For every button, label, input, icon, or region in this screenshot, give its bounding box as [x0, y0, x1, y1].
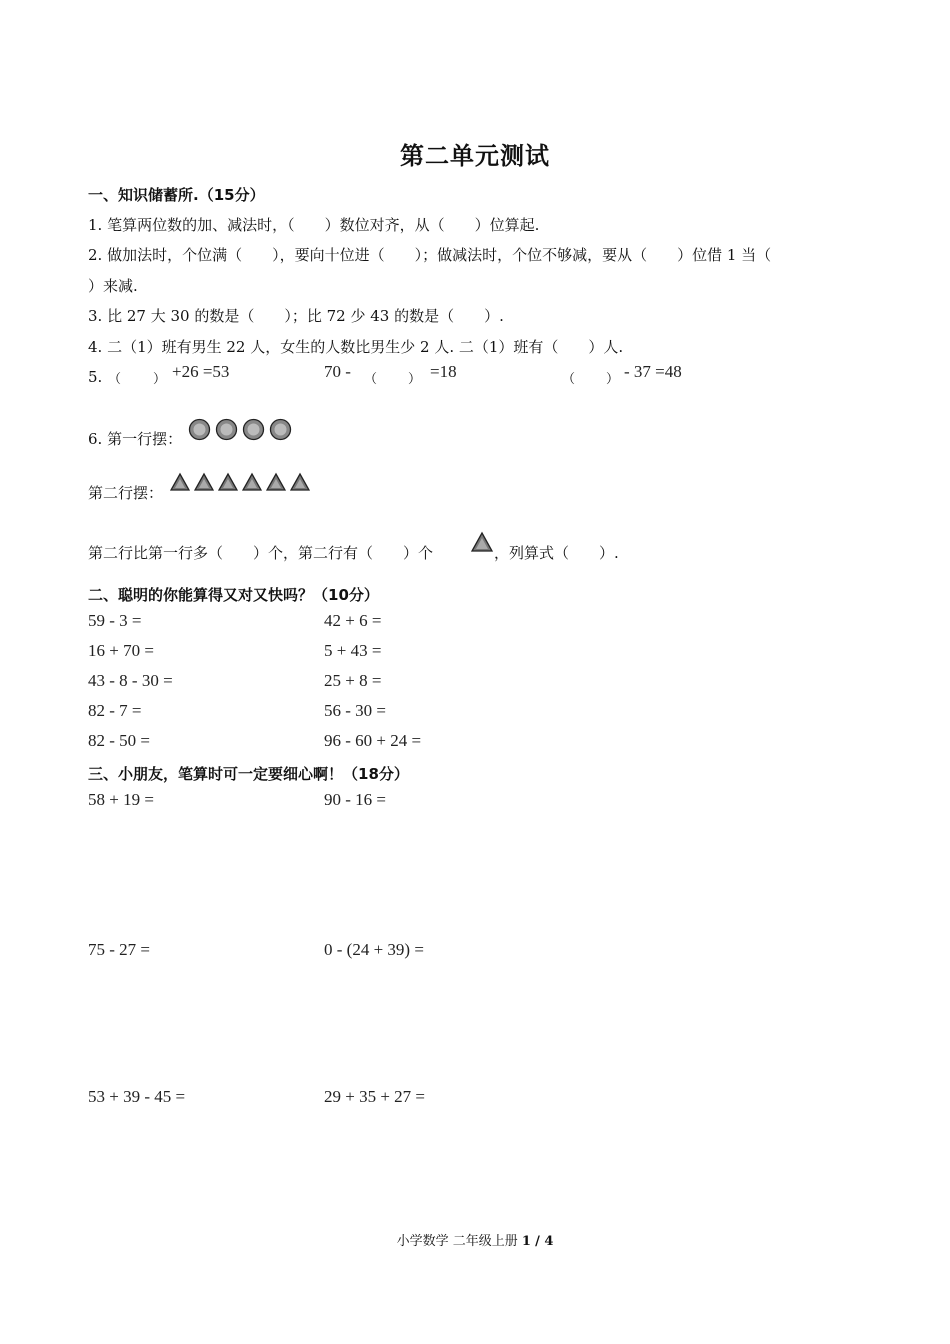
calc-right-3: 25 + 8 =: [324, 671, 382, 690]
written-calc-right-3: 29 + 35 + 27 =: [324, 1087, 426, 1106]
circle-row: [188, 418, 292, 441]
question-5-blank-a-close: ）: [153, 372, 167, 387]
calc-left-1: 59 - 3 =: [88, 611, 142, 630]
triangle-icon: [194, 472, 214, 492]
question-5-blank-b-close: ）: [408, 372, 422, 387]
calc-left-5: 82 - 50 =: [88, 731, 150, 750]
question-6-text-a: 第二行比第一行多（ ）个，第二行有（ ）个: [88, 544, 434, 562]
section1-heading: 一、知识储蓄所.（15分）: [88, 186, 265, 204]
question-2-line1: 2. 做加法时，个位满（ ），要向十位进（ ）；做减法时，个位不够减，要从（ ）位借 1 当（: [88, 246, 772, 264]
calc-right-4: 56 - 30 =: [324, 701, 386, 720]
calc-right-1: 42 + 6 =: [324, 611, 382, 630]
circle-icon: [269, 418, 292, 441]
triangle-icon: [242, 472, 262, 492]
written-calc-right-2: 0 - (24 + 39) =: [324, 940, 424, 959]
triangle-icon: [290, 472, 310, 492]
written-calc-left-3: 53 + 39 - 45 =: [88, 1087, 186, 1106]
page-footer: [0, 1230, 950, 1249]
written-calc-left-2: 75 - 27 =: [88, 940, 150, 959]
calc-left-3: 43 - 8 - 30 =: [88, 671, 173, 690]
question-5-blank-b-open: （: [364, 372, 378, 387]
circle-icon: [188, 418, 211, 441]
triangle-icon: [470, 531, 494, 553]
circle-icon: [215, 418, 238, 441]
question-4: 4. 二（1）班有男生 22 人，女生的人数比男生少 2 人. 二（1）班有（ ）人.: [88, 338, 624, 356]
calc-left-2: 16 + 70 =: [88, 641, 154, 660]
page-title: 第二单元测试: [400, 142, 550, 170]
question-2-line2: ）来减.: [88, 277, 138, 295]
question-6-row2-label: 第二行摆：: [88, 484, 164, 502]
question-5-blank-c-open: （: [562, 372, 576, 387]
question-6-row1-label: 6. 第一行摆：: [88, 430, 183, 448]
question-5-blank-a-open: （: [108, 372, 122, 387]
circle-icon: [242, 418, 265, 441]
footer-page-number: 1: [521, 1234, 531, 1249]
calc-right-5: 96 - 60 + 24 =: [324, 731, 422, 750]
triangle-row: [170, 472, 310, 492]
question-5-expr-b: =18: [430, 362, 457, 381]
footer-page-total: / 4: [535, 1234, 554, 1249]
written-calc-right-1: 90 - 16 =: [324, 790, 386, 809]
question-6-text-b: ，列算式（ ）.: [494, 544, 619, 562]
calc-left-4: 82 - 7 =: [88, 701, 142, 720]
question-5-number: 5.: [88, 368, 103, 386]
triangle-icon: [266, 472, 286, 492]
written-calc-left-1: 58 + 19 =: [88, 790, 154, 809]
question-5-expr-a: +26 =53: [172, 362, 230, 381]
calc-right-2: 5 + 43 =: [324, 641, 382, 660]
triangle-icon: [170, 472, 190, 492]
question-3: 3. 比 27 大 30 的数是（ ）；比 72 少 43 的数是（ ）.: [88, 307, 504, 325]
footer-label: 小学数学 二年级上册: [396, 1234, 518, 1249]
question-5-blank-c-close: ）: [606, 372, 620, 387]
triangle-icon: [218, 472, 238, 492]
question-5-expr-c: - 37 =48: [624, 362, 682, 381]
section3-heading: 三、小朋友，笔算时可一定要细心啊！（18分）: [88, 765, 409, 783]
question-1: 1. 笔算两位数的加、减法时，（ ）数位对齐，从（ ）位算起.: [88, 216, 540, 234]
section2-heading: 二、聪明的你能算得又对又快吗？（10分）: [88, 586, 379, 604]
question-5-expr-b-prefix: 70 -: [324, 362, 351, 381]
